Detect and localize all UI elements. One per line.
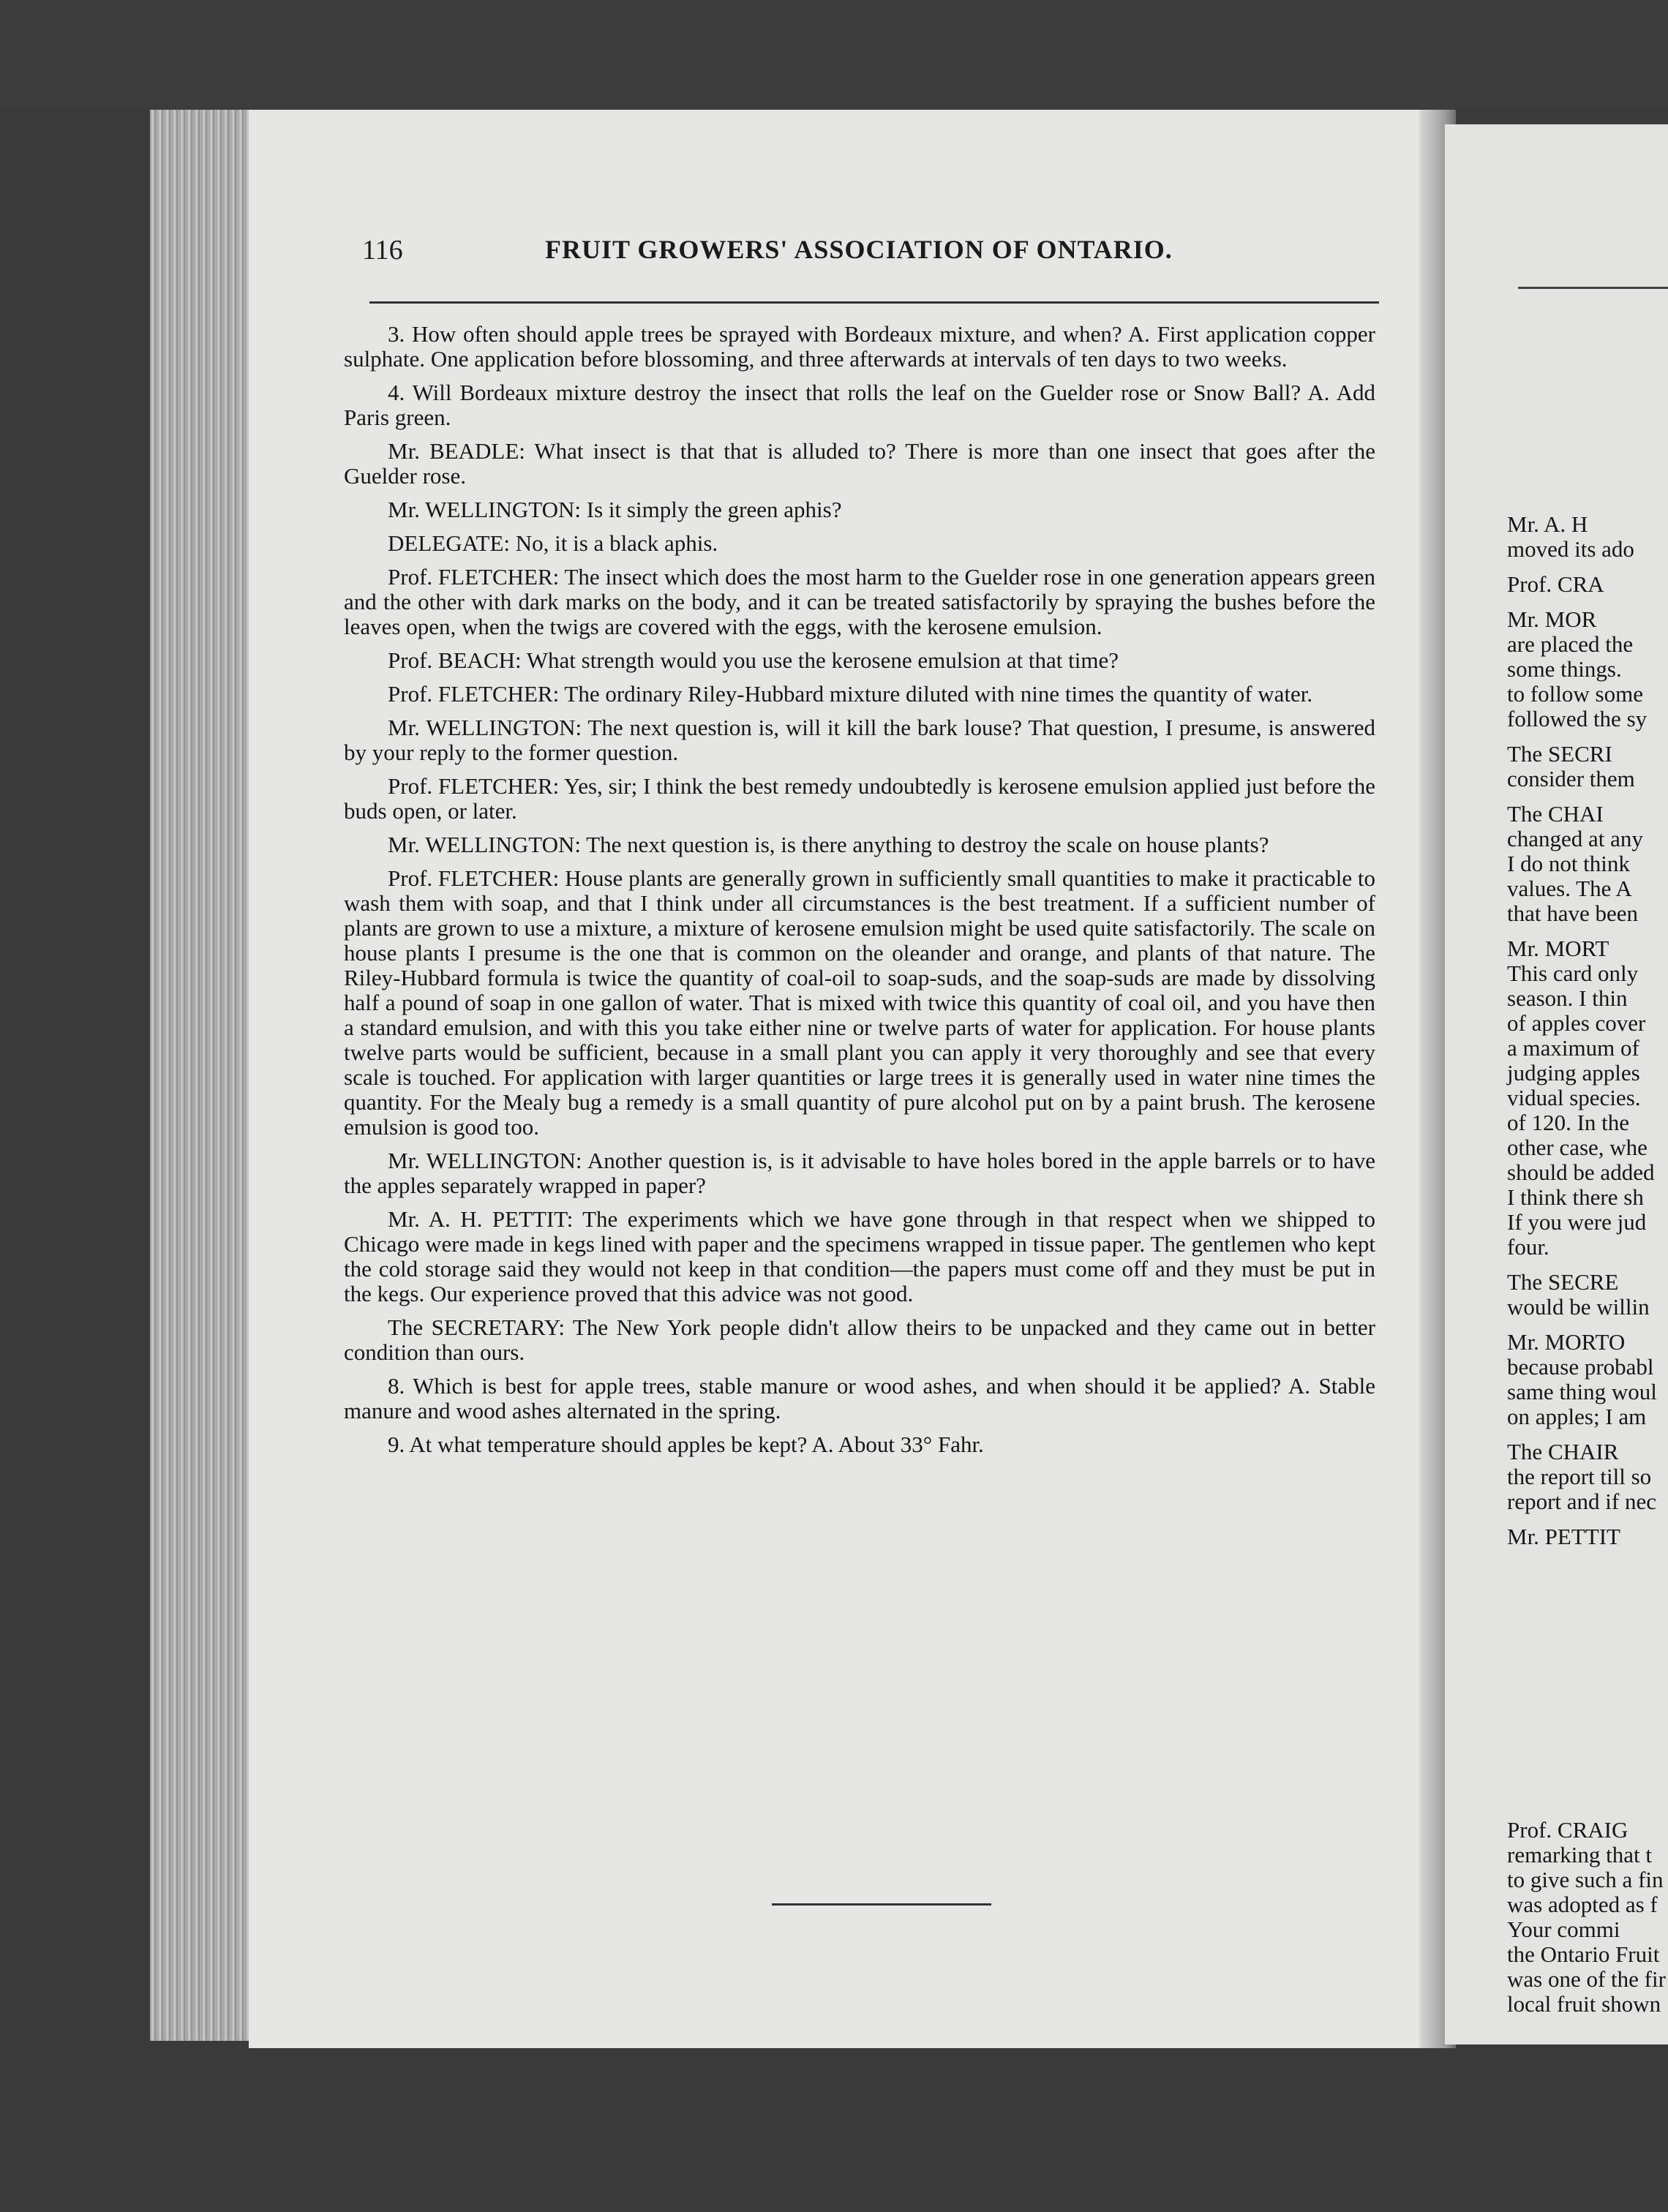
right-page-line: some things. — [1507, 656, 1622, 682]
paragraph: Mr. WELLINGTON: Another question is, is it advisable to have holes bored in the apple barrels or to have the apples separately wrapped in paper? — [344, 1148, 1375, 1198]
right-page-line: consider them — [1507, 766, 1635, 791]
right-page-line — [1507, 926, 1668, 936]
right-page-line: changed at any — [1507, 826, 1643, 851]
paragraph: Prof. FLETCHER: The insect which does the most harm to the Guelder rose in one generation appears green and the other with dark marks on the body, and it can be treated satisfactorily by spraying the bushes before the leaves open, when the twigs are covered with the eggs, with the kerosene emulsion. — [344, 564, 1375, 639]
paragraph: 8. Which is best for apple trees, stable manure or wood ashes, and when should it be applied? A. Stable manure and wood ashes alternated in the spring. — [344, 1373, 1375, 1423]
paragraph: The SECRETARY: The New York people didn't allow theirs to be unpacked and they came out in better condition than ours. — [344, 1314, 1375, 1365]
paragraph: Mr. BEADLE: What insect is that that is alluded to? There is more than one insect that goes after the Guelder rose. — [344, 438, 1375, 489]
right-page-line: I do not think — [1507, 851, 1630, 876]
right-page-line: to follow some — [1507, 681, 1643, 707]
scanner-background — [0, 0, 1668, 110]
right-page-line: Mr. A. H — [1507, 511, 1588, 537]
right-page-line: Mr. MORT — [1507, 936, 1609, 961]
right-page-line: Prof. CRAIG — [1507, 1817, 1628, 1843]
paragraph: DELEGATE: No, it is a black aphis. — [388, 530, 718, 556]
right-page-line: same thing woul — [1507, 1379, 1657, 1404]
right-page-line: four. — [1507, 1234, 1549, 1260]
paragraph: Mr. WELLINGTON: Is it simply the green aphis? — [388, 497, 842, 522]
right-page-line: a maximum of — [1507, 1035, 1639, 1061]
right-page-line — [1507, 791, 1668, 802]
book-page-edges — [150, 110, 252, 2041]
right-page-line: Mr. MOR — [1507, 606, 1597, 632]
right-page-line: would be willin — [1507, 1294, 1650, 1320]
right-page-line — [1507, 597, 1668, 607]
right-page-line: that have been — [1507, 900, 1639, 926]
body-text — [344, 322, 1375, 1466]
right-page-line: remarking that t — [1507, 1842, 1652, 1867]
page-header — [362, 234, 1379, 278]
page-number: 116 — [362, 235, 403, 266]
scanner-background-bottom — [0, 2048, 1668, 2212]
right-page-line: The SECRE — [1507, 1269, 1619, 1295]
right-page-line: Prof. CRA — [1507, 571, 1604, 597]
paragraph: Prof. FLETCHER: Yes, sir; I think the best remedy undoubtedly is kerosene emulsion applied just before the buds open, or later. — [344, 773, 1375, 824]
right-page-line: was one of the fir — [1507, 1966, 1666, 1992]
right-page-line: Your commi — [1507, 1916, 1620, 1942]
right-page-line: the Ontario Fruit — [1507, 1941, 1660, 1967]
right-page-line: The SECRI — [1507, 741, 1612, 767]
right-page-line: should be added — [1507, 1159, 1655, 1185]
right-page-text-top — [1507, 512, 1668, 1549]
running-title: FRUIT GROWERS' ASSOCIATION OF ONTARIO. — [545, 235, 1173, 264]
right-page-line: season. I thin — [1507, 985, 1628, 1011]
right-page-line: other case, whe — [1507, 1135, 1648, 1160]
right-page-line: report and if nec — [1507, 1489, 1656, 1514]
right-page-line: because probabl — [1507, 1354, 1654, 1380]
right-page-line: of 120. In the — [1507, 1110, 1630, 1135]
right-page-line: Mr. MORTO — [1507, 1329, 1626, 1355]
paragraph: Prof. BEACH: What strength would you use the kerosene emulsion at that time? — [388, 647, 1119, 673]
right-page-line: If you were jud — [1507, 1209, 1647, 1235]
right-page-text-bottom — [1507, 1818, 1668, 2017]
right-page-line: judging apples — [1507, 1060, 1640, 1086]
right-page-line: of apples cover — [1507, 1010, 1646, 1036]
right-page-line: I think there sh — [1507, 1184, 1644, 1210]
right-page-line: The CHAIR — [1507, 1439, 1619, 1464]
right-page-rule — [1518, 287, 1668, 289]
paragraph: Prof. FLETCHER: The ordinary Riley-Hubbard mixture diluted with nine times the quantity of water. — [388, 681, 1313, 707]
right-page-line: to give such a fin — [1507, 1867, 1664, 1892]
paragraph: 4. Will Bordeaux mixture destroy the insect that rolls the leaf on the Guelder rose or Snow Ball? A. Add Paris green. — [344, 380, 1375, 430]
header-rule — [369, 301, 1379, 304]
right-page-line: on apples; I am — [1507, 1404, 1647, 1429]
paragraph: Mr. A. H. PETTIT: The experiments which we have gone through in that respect when we shipped to Chicago were made in kegs lined with paper and the specimens wrapped in tissue paper. The gentlemen who kept the cold storage said they would not keep in that condition—the papers must come off and they must be put in the kegs. Our experience proved that this advice was not good. — [344, 1206, 1375, 1306]
right-page-line: vidual species. — [1507, 1085, 1641, 1110]
paragraph: 9. At what temperature should apples be kept? A. About 33° Fahr. — [388, 1432, 984, 1457]
right-page-line: Mr. PETTIT — [1507, 1524, 1620, 1549]
right-page-line — [1507, 1514, 1668, 1524]
right-page-line: This card only — [1507, 960, 1639, 986]
right-page-line — [1507, 1429, 1668, 1440]
right-page-line — [1507, 731, 1668, 742]
paragraph: Mr. WELLINGTON: The next question is, will it kill the bark louse? That question, I presume, is answered by your reply to the former question. — [344, 715, 1375, 765]
right-page-line — [1507, 1260, 1668, 1270]
right-page-line: are placed the — [1507, 631, 1634, 657]
paragraph: Prof. FLETCHER: House plants are generally grown in sufficiently small quantities to make it practicable to wash them with soap, and that I think under all circumstances is the best treatment. If a sufficient number of plants are grown to use a mixture, a mixture of kerosene emulsion might be used quite satisfactorily. The scale on house plants I presume is the one that is common on the oleander and orange, and plants of that nature. The Riley-Hubbard formula is twice the quantity of coal-oil to soap-suds, and the soap-suds are made by dissolving half a pound of soap in one gallon of water. That is mixed with twice this quantity of coal oil, and you have then a standard emulsion, and with this you take either nine or twelve parts of water for application. For house plants twelve parts would be sufficient, because in a small plant you can apply it very thoroughly and see that every scale is touched. For application with larger quantities or large trees it is generally used in water nine times the quantity. For the Mealy bug a remedy is a small quantity of pure alcohol put on by a paint brush. The kerosene emulsion is good too. — [344, 865, 1375, 1140]
right-page-line: local fruit shown — [1507, 1991, 1661, 2017]
right-page-line: the report till so — [1507, 1464, 1652, 1489]
right-page-line: moved its ado — [1507, 536, 1634, 562]
end-rule — [772, 1903, 991, 1906]
right-page-line — [1507, 562, 1668, 572]
right-page — [1445, 124, 1668, 2044]
right-page-line: values. The A — [1507, 876, 1632, 901]
paragraph: Mr. WELLINGTON: The next question is, is there anything to destroy the scale on house plants? — [388, 832, 1269, 857]
right-page-line: was adopted as f — [1507, 1892, 1658, 1917]
right-page-line: The CHAI — [1507, 801, 1604, 827]
paragraph: 3. How often should apple trees be sprayed with Bordeaux mixture, and when? A. First application copper sulphate. One application before blossoming, and three afterwards at intervals of ten days to two weeks. — [344, 321, 1375, 372]
right-page-line — [1507, 1320, 1668, 1330]
right-page-line: followed the sy — [1507, 706, 1648, 731]
